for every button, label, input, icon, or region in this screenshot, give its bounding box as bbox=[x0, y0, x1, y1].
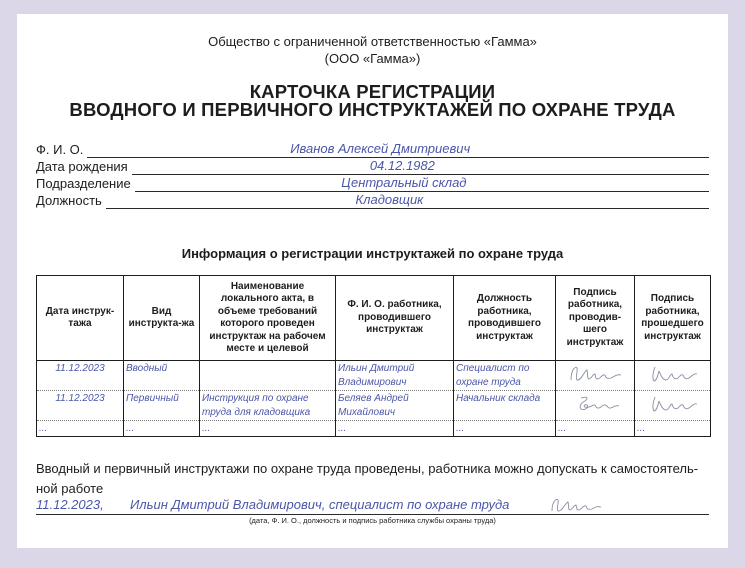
row3-instructor-signature: ... bbox=[556, 421, 635, 437]
conclusion-line bbox=[36, 496, 709, 515]
header-instructor: Ф. И. О. работника, проводившего инструктаж bbox=[336, 276, 454, 361]
header-instructor-signature: Подпись работника, проводив-шего инструктаж bbox=[556, 276, 635, 361]
header-instructor-position: Должность работника, проводившего инструктаж bbox=[454, 276, 556, 361]
header-act: Наименование локального акта, в объеме требований которого проведен инструктаж на рабочем месте и целевой bbox=[200, 276, 336, 361]
conclusion-caption: (дата, Ф. И. О., должность и подпись работника службы охраны труда) bbox=[249, 516, 496, 525]
birth-value: 04.12.1982 bbox=[369, 158, 435, 173]
table-header-row bbox=[37, 276, 711, 361]
conclusion-statement: Вводный и первичный инструктажи по охране труда проведены, работника можно допускать к самостоятель-ной работе bbox=[36, 461, 699, 496]
fio-field bbox=[36, 140, 709, 158]
document-sheet bbox=[17, 14, 728, 548]
position-label: Должность bbox=[36, 193, 102, 208]
row3-instructor-position: ... bbox=[454, 421, 556, 437]
row2-act: Инструкция по охране труда для кладовщика bbox=[200, 391, 336, 421]
instruction-table bbox=[36, 275, 711, 437]
row2-date: 11.12.2023 bbox=[37, 391, 124, 421]
row3-type: ... bbox=[124, 421, 200, 437]
row3-instructor: ... bbox=[336, 421, 454, 437]
row1-act bbox=[200, 361, 336, 391]
row2-instructor: Беляев Андрей Михайлович bbox=[336, 391, 454, 421]
row3-worker-signature: ... bbox=[635, 421, 711, 437]
dept-value: Центральный склад bbox=[341, 175, 467, 190]
fio-label: Ф. И. О. bbox=[36, 142, 84, 157]
dept-label: Подразделение bbox=[36, 176, 131, 191]
conclusion-date: 11.12.2023, bbox=[36, 497, 104, 512]
header-worker-signature: Подпись работника, прошедшего инструктаж bbox=[635, 276, 711, 361]
row2-instructor-position: Начальник склада bbox=[454, 391, 556, 421]
birth-field bbox=[36, 157, 709, 175]
dept-field bbox=[36, 174, 709, 192]
row1-worker-signature bbox=[635, 361, 711, 391]
section-title: Информация о регистрации инструктажей по охране труда bbox=[181, 246, 564, 261]
table-row bbox=[37, 391, 711, 421]
row2-worker-signature bbox=[635, 391, 711, 421]
row3-date: ... bbox=[37, 421, 124, 437]
conclusion-person: Ильин Дмитрий Владимирович, специалист по охране труда bbox=[130, 497, 510, 512]
title-line-2: ВВОДНОГО И ПЕРВИЧНОГО ИНСТРУКТАЖЕЙ ПО ОХРАНЕ ТРУДА bbox=[69, 99, 676, 120]
signature-ilyin-icon bbox=[548, 495, 604, 515]
row2-instructor-signature bbox=[556, 391, 635, 421]
fio-line bbox=[87, 141, 709, 158]
row2-type: Первичный bbox=[124, 391, 200, 421]
position-field bbox=[36, 191, 709, 209]
signature-ivanov-icon bbox=[645, 392, 701, 416]
row1-instructor-signature bbox=[556, 361, 635, 391]
table-row bbox=[37, 361, 711, 391]
birth-line bbox=[132, 158, 709, 175]
row1-date: 11.12.2023 bbox=[37, 361, 124, 391]
position-line bbox=[106, 192, 709, 209]
signature-ivanov-icon bbox=[645, 362, 701, 386]
row3-act: ... bbox=[200, 421, 336, 437]
org-name: Общество с ограниченной ответственностью «Гамма» bbox=[208, 34, 537, 49]
position-value: Кладовщик bbox=[355, 192, 424, 207]
fio-value: Иванов Алексей Дмитриевич bbox=[290, 141, 471, 156]
table-row bbox=[37, 421, 711, 437]
dept-line bbox=[135, 175, 709, 192]
signature-belyaev-icon bbox=[567, 392, 623, 416]
birth-label: Дата рождения bbox=[36, 159, 128, 174]
signature-ilyin-icon bbox=[565, 362, 625, 386]
header-date: Дата инструк-тажа bbox=[37, 276, 124, 361]
org-short-name: (ООО «Гамма») bbox=[324, 51, 421, 66]
title-line-1: КАРТОЧКА РЕГИСТРАЦИИ bbox=[249, 81, 496, 102]
row1-instructor-position: Специалист по охране труда bbox=[454, 361, 556, 391]
header-type: Вид инструкта-жа bbox=[124, 276, 200, 361]
row1-instructor: Ильин Дмитрий Владимирович bbox=[336, 361, 454, 391]
row1-type: Вводный bbox=[124, 361, 200, 391]
